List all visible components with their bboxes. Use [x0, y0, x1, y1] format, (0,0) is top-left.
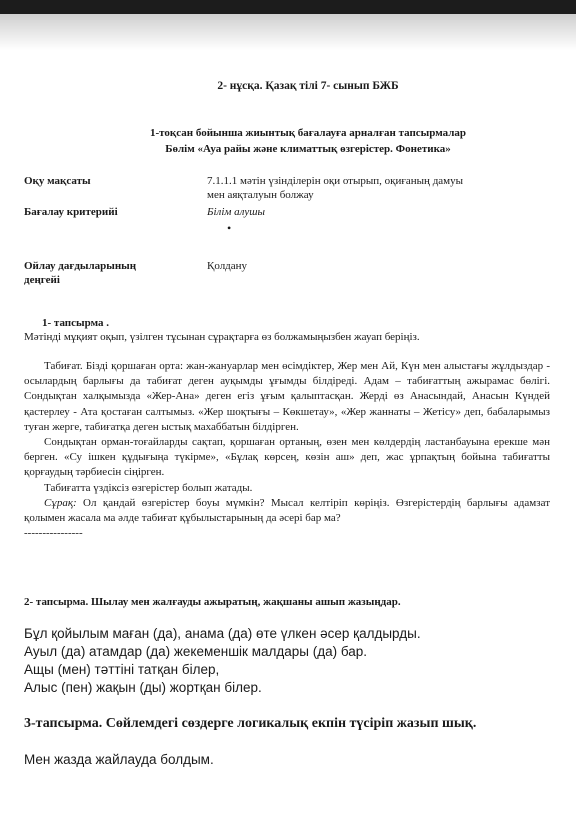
text-paragraph-3: Табиғатта үздіксіз өзгерістер болып жатады.: [44, 481, 253, 494]
task1-text: [24, 359, 550, 541]
text-paragraph-2: Сондықтан орман-тоғайларды сақтап, қоршаған ортаның, өзен мен көлдердің ластанбауына ерекше мән берген. «Су ішкен құдығыңа түкірме», «Бұлақ көрсең, көзін аш» деп, жас ұрпақтың бойына табиғатты қорғаудың тәрбиесін сіңірген.: [24, 436, 550, 479]
task2-line-2: Ауыл (да) атамдар (да) жекеменшік малдары (да) бар.: [24, 644, 368, 659]
document-title: 2- нұсқа. Қазақ тілі 7- сынып БЖБ: [217, 80, 399, 92]
goal-value: [207, 174, 537, 202]
task1-title: 1- тапсырма .: [42, 317, 109, 329]
separator-line: ----------------: [24, 527, 83, 540]
goal-label: Оқу мақсаты: [24, 175, 91, 187]
goal-value-line1: 7.1.1.1 мәтін үзінділерін оқи отырып, оқиғаның дамуы: [207, 175, 464, 187]
task3-sentence: Мен жазда жайлауда болдым.: [24, 752, 214, 767]
goal-value-line2: мен аяқталуын болжау: [207, 189, 314, 201]
dark-top-bar: [0, 0, 576, 14]
question-label: Сұрақ:: [44, 496, 77, 509]
criteria-label: Бағалау критерийі: [24, 206, 118, 218]
question-text: Ол қандай өзгерістер боуы мүмкін? Мысал келтіріп көріңіз. Өзгерістердің барлығы адамзат қолымен жасала ма әлде табиғат құбылыстарының да әсері бар ма?: [24, 496, 550, 525]
skills-label-line1: Ойлау дағдыларының: [24, 260, 137, 272]
assessment-heading: 1-тоқсан бойынша жиынтық бағалауға арналған тапсырмалар: [149, 127, 467, 139]
section-heading: Бөлім «Ауа райы және климаттық өзгерістер. Фонетика»: [165, 143, 451, 155]
task3-title: 3-тапсырма. Сөйлемдегі сөздерге логикалық екпін түсіріп жазып шық.: [24, 716, 477, 731]
criteria-value: Білім алушы: [207, 206, 265, 218]
skills-label-line2: деңгейі: [24, 274, 60, 286]
task2-line-3: Ащы (мен) тәттіні татқан білер,: [24, 662, 220, 677]
task1-instruction: Мәтінді мұқият оқып, үзілген тұсынан сұрақтарға өз болжамыңызбен жауап беріңіз.: [24, 331, 420, 343]
bullet-point: •: [227, 221, 232, 235]
task2-line-1: Бұл қойылым маған (да), анама (да) өте үлкен әсер қалдырды.: [24, 626, 421, 641]
skills-value: Қолдану: [207, 260, 248, 272]
text-paragraph-1: Табиғат. Бізді қоршаған орта: жан-жануарлар мен өсімдіктер, Жер мен Ай, Күн мен алыстағы жұлдыздар - осылардың барлығы да табиғат деген ауқымды ұғымды білдіреді. Адам – табиғаттың ажырамас бөлігі. Сондықтан халқымызда «Жер-Ана» деген егіз ұғым қалыптасқан. Жерді өз Анасындай, Анасын Күндей қастерлеу - Ата қостаған салтымыз. «Жер шоқтығы – Көкшетау», «Жер жаннаты – Жетісу» деп, бабаларымыз туған жерге, табиғатқа деген ыстық махаббатын білдірген.: [24, 360, 550, 433]
question-paragraph: [24, 496, 550, 526]
top-shadow: [0, 14, 576, 50]
skills-label: [24, 259, 194, 287]
task2-title: 2- тапсырма. Шылау мен жалғауды ажыратың, жақшаны ашып жазыңдар.: [24, 596, 401, 608]
task2-line-4: Алыс (пен) жақын (ды) жортқан білер.: [24, 680, 262, 695]
